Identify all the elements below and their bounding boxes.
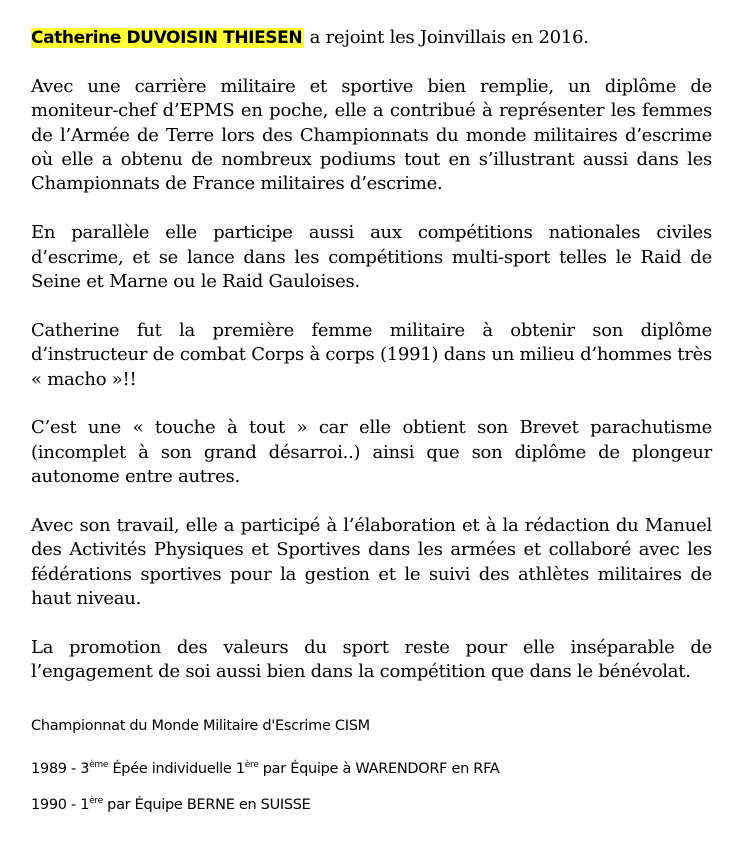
- paragraph-work: Avec son travail, elle a participé à l’élaboration et à la rédaction du Manuel des Activités Physiques et Sportives dans les armées et collaboré avec les fédérations sportives pour la gestion et le suivi des athlètes militaires de haut niveau.: [31, 515, 712, 610]
- paragraph-touche-a-tout: C’est une « touche à tout » car elle obtient son Brevet parachutisme (incomplet à son grand désarroi..) ainsi que son diplôme de plongeur autonome entre autres.: [31, 417, 712, 488]
- palmares-row-1990: [31, 797, 311, 813]
- intro-paragraph: [31, 26, 712, 50]
- highlighted-name: Catherine DUVOISIN THIESEN: [31, 28, 303, 48]
- paragraph-competitions: En parallèle elle participe aussi aux compétitions nationales civiles d’escrime, et se lance dans les compétitions multi-sport telles le Raid de Seine et Marne ou le Raid Gauloises.: [31, 222, 712, 293]
- row-year: 1990 - 1: [31, 797, 90, 813]
- row-location: par Équipe à WARENDORF en RFA: [258, 761, 500, 777]
- row-ordinal: ère: [89, 796, 103, 806]
- row-year: 1989 - 3: [31, 761, 90, 777]
- paragraph-first-woman: Catherine fut la première femme militaire à obtenir son diplôme d’instructeur de combat Corps à corps (1991) dans un milieu d’hommes très « macho »!!: [31, 319, 712, 390]
- palmares-row-1989: [31, 761, 499, 777]
- document-body: [31, 26, 712, 813]
- row-location: par Équipe BERNE en SUISSE: [102, 797, 311, 813]
- paragraph-career: Avec une carrière militaire et sportive bien remplie, un diplôme de moniteur-chef d’EPMS en poche, elle a contribué à représenter les femmes de l’Armée de Terre lors des Championnats du monde militaires d’escrime où elle a obtenu de nombreux podiums tout en s’illustrant aussi dans les Championnats de France militaires d’escrime.: [31, 75, 712, 195]
- palmares-heading: Championnat du Monde Militaire d'Escrime CISM: [31, 718, 370, 734]
- intro-text: a rejoint les Joinvillais en 2016.: [304, 27, 589, 48]
- paragraph-values: La promotion des valeurs du sport reste pour elle inséparable de l’engagement de soi aussi bien dans la compétition que dans le bénévolat.: [31, 637, 712, 683]
- row-event: Épée individuelle 1: [108, 761, 245, 777]
- row-ordinal: ère: [244, 760, 259, 770]
- row-ordinal: ème: [89, 760, 109, 770]
